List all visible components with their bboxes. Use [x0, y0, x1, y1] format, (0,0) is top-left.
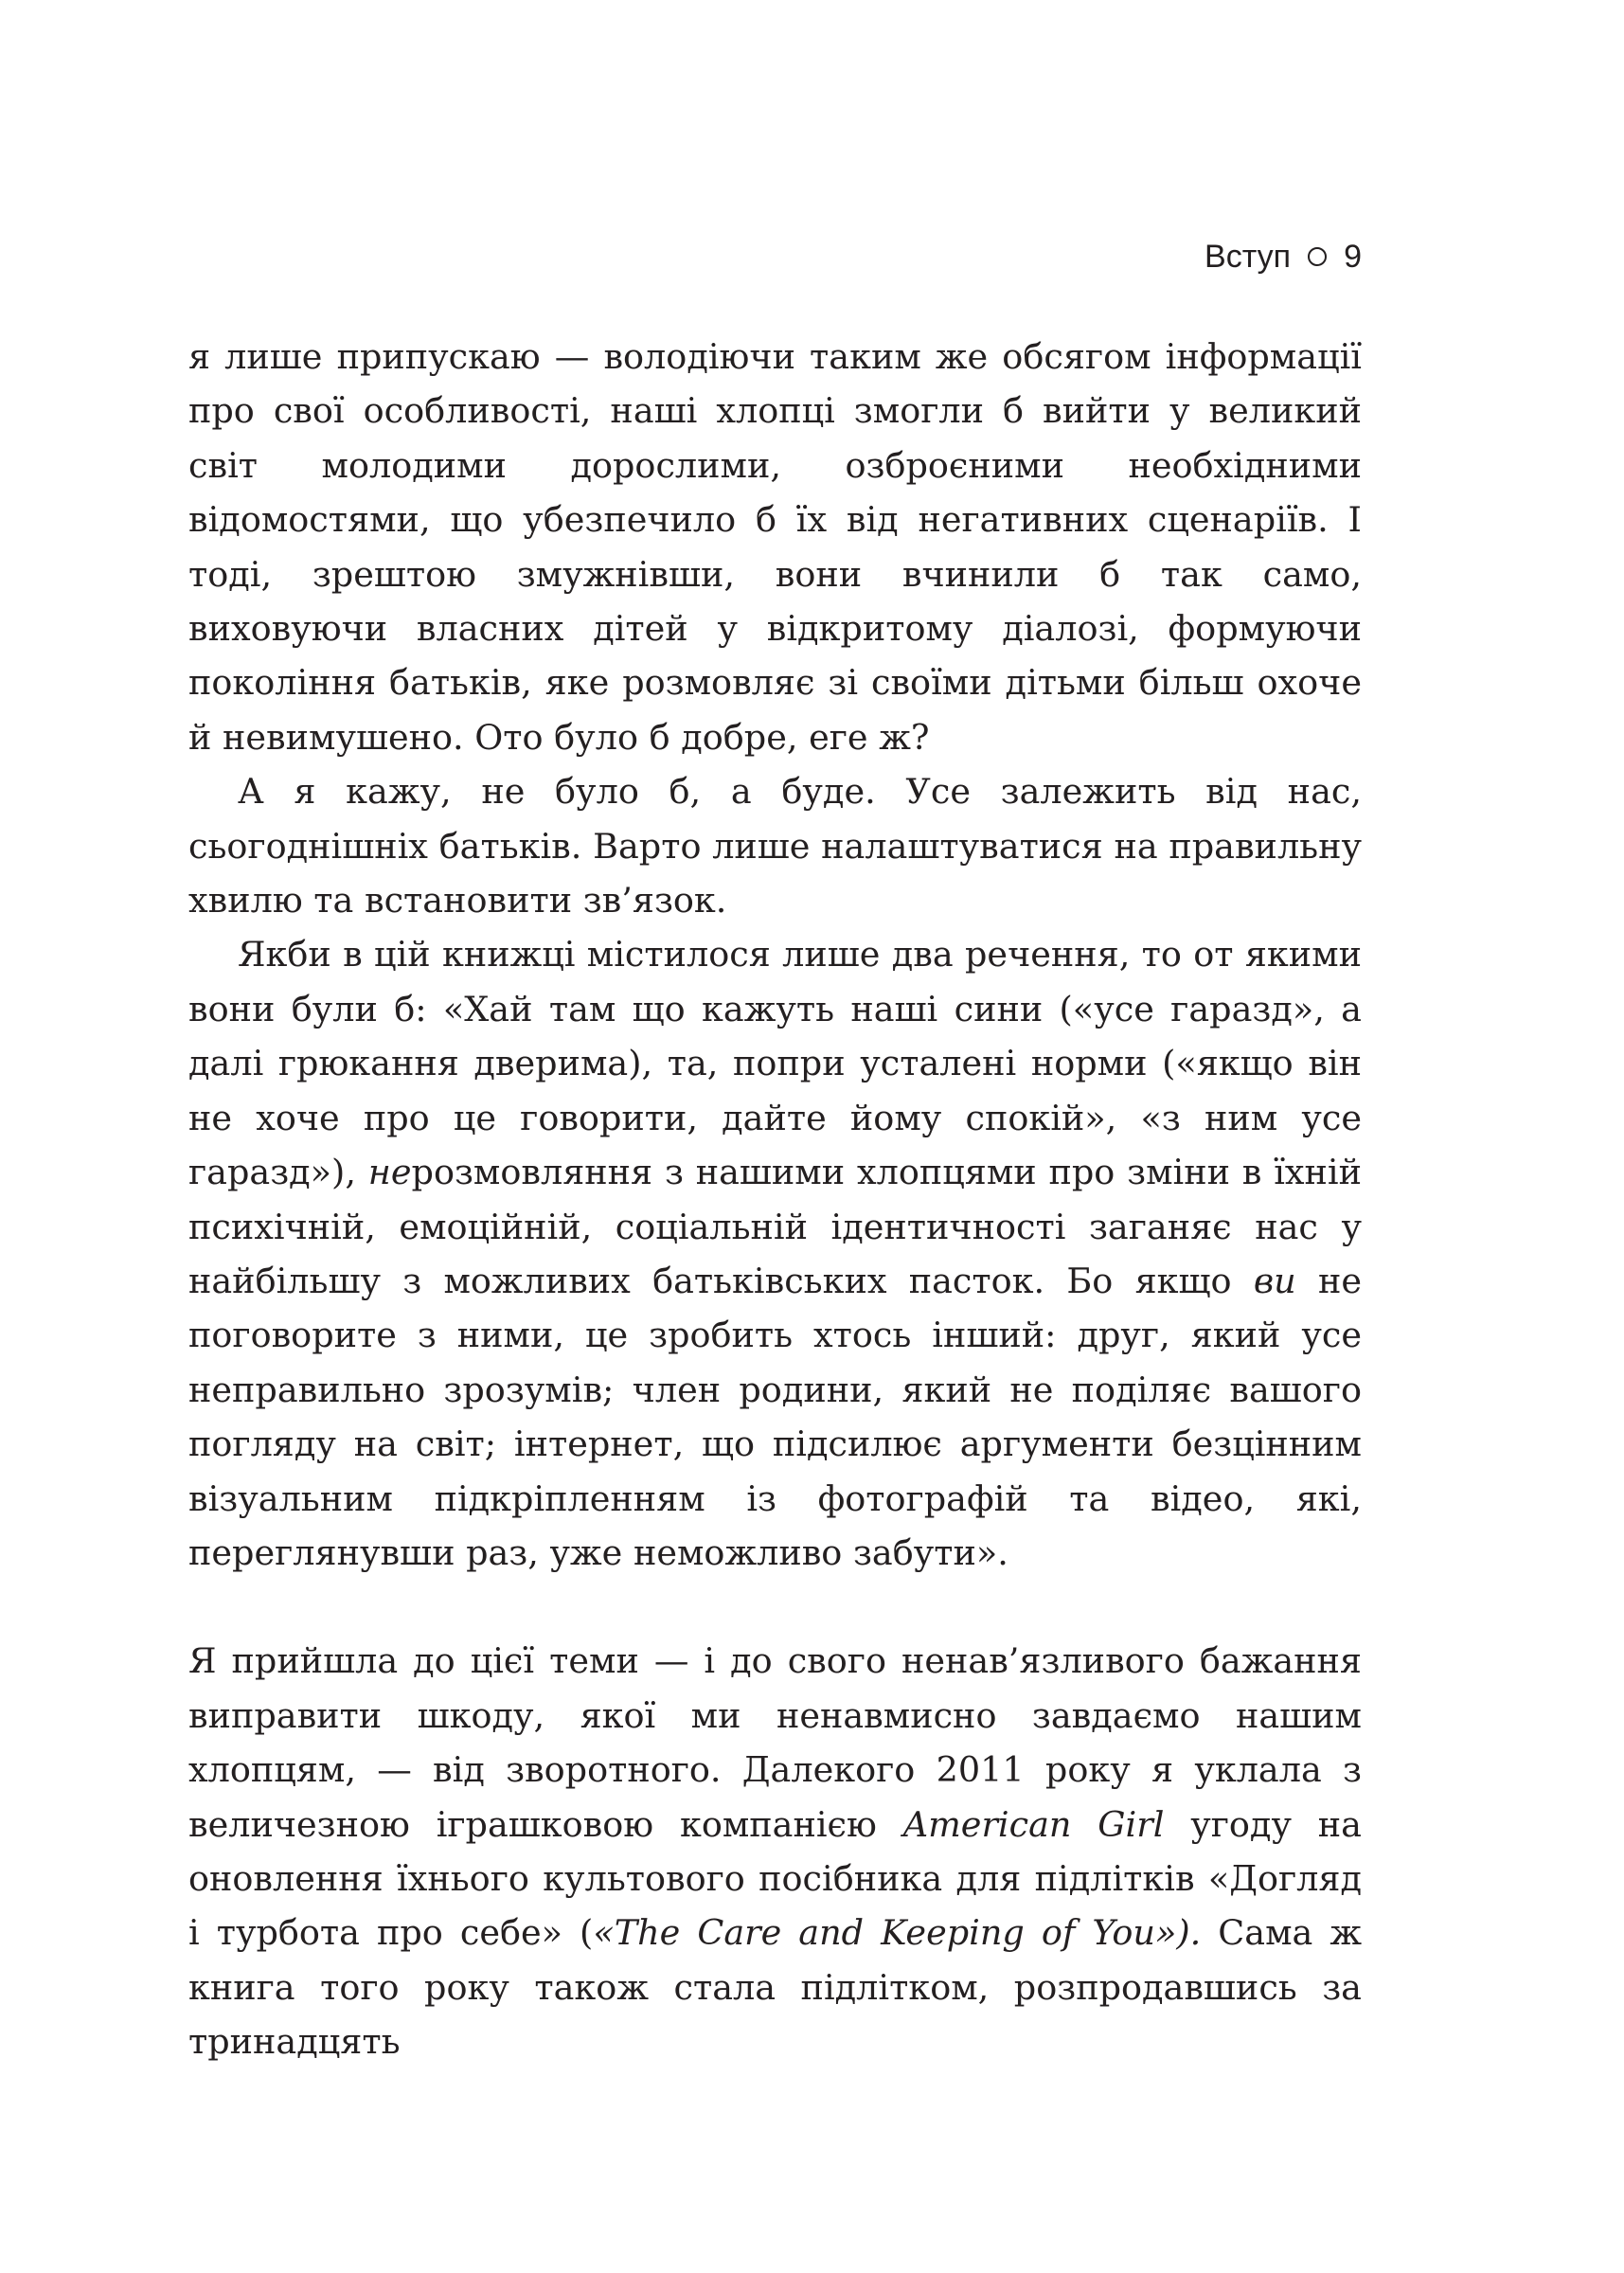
italic-title: «The Care and Keeping of You»).	[593, 1912, 1202, 1954]
text-run: Якби в цій книжці містилося лише два речення, то от якими вони були б: «Хай там що кажуть наші сини («усе гаразд», а далі грюкання дверима), та, попри усталені норми («якщо він не хоче про це говорити, дайте йому спокій», «з ним усе гаразд»),	[188, 934, 1362, 1193]
paragraph	[188, 764, 1362, 927]
section-title: Вступ	[1205, 238, 1292, 275]
running-head	[1205, 235, 1362, 278]
text-run: я лише припускаю — володіючи таким же обсягом інформації про свої особливості, наші хлопці змогли б вийти у великий світ молодими дорослими, озброєними необхідними відомостями, що убезпечило б їх від негативних сценаріїв. І тоді, зрештою змужнівши, вони вчинили б так само, виховуючи власних дітей у відкритому діалозі, формуючи покоління батьків, яке розмовляє зі своїми дітьми більш охоче й невимушено. Ото було б добре, еге ж?	[188, 336, 1362, 758]
paragraph	[188, 927, 1362, 1580]
text-run: Сама ж книга того року також стала підлітком, розпродавшись за тринадцять	[188, 1912, 1362, 2063]
page-number: 9	[1344, 238, 1362, 275]
italic-emphasis: ви	[1253, 1260, 1296, 1301]
text-run: не поговорите з ними, це зробить хтось інший: друг, який усе неправильно зрозумів; член родини, який не поділяє вашого погляду на світ; інтернет, що підсилює аргументи безцінним візуальним підкріпленням із фотографій та відео, які, переглянувши раз, уже неможливо забути».	[188, 1260, 1362, 1573]
paragraph-section-start	[188, 1634, 1362, 2068]
body-text	[188, 330, 1362, 2069]
italic-emphasis: не	[367, 1152, 412, 1193]
circle-icon	[1308, 247, 1327, 266]
text-run: Я прийшла до цієї теми — і до свого ненав’язливого бажання виправити шкоду, якої ми ненавмисно завдаємо нашим хлопцям, — від зворотного. Далекого 2011 року я уклала з величезною іграшковою компанією	[188, 1640, 1362, 1845]
paragraph-continuation	[188, 330, 1362, 764]
text-run: розмовляння з нашими хлопцями про зміни в їхній психічній, емоційній, соціальній ідентичності заганяє нас у найбільшу з можливих батьківських пасток. Бо якщо	[188, 1152, 1363, 1301]
italic-title: American Girl	[902, 1803, 1165, 1845]
text-run: А я кажу, не було б, а буде. Усе залежить від нас, сьогоднішніх батьків. Варто лише налаштуватися на правильну хвилю та встановити зв’язок.	[188, 771, 1362, 922]
text-run: угоду на оновлення їхнього культового посібника для підлітків «Догляд і турбота про себе» (	[188, 1803, 1362, 1954]
